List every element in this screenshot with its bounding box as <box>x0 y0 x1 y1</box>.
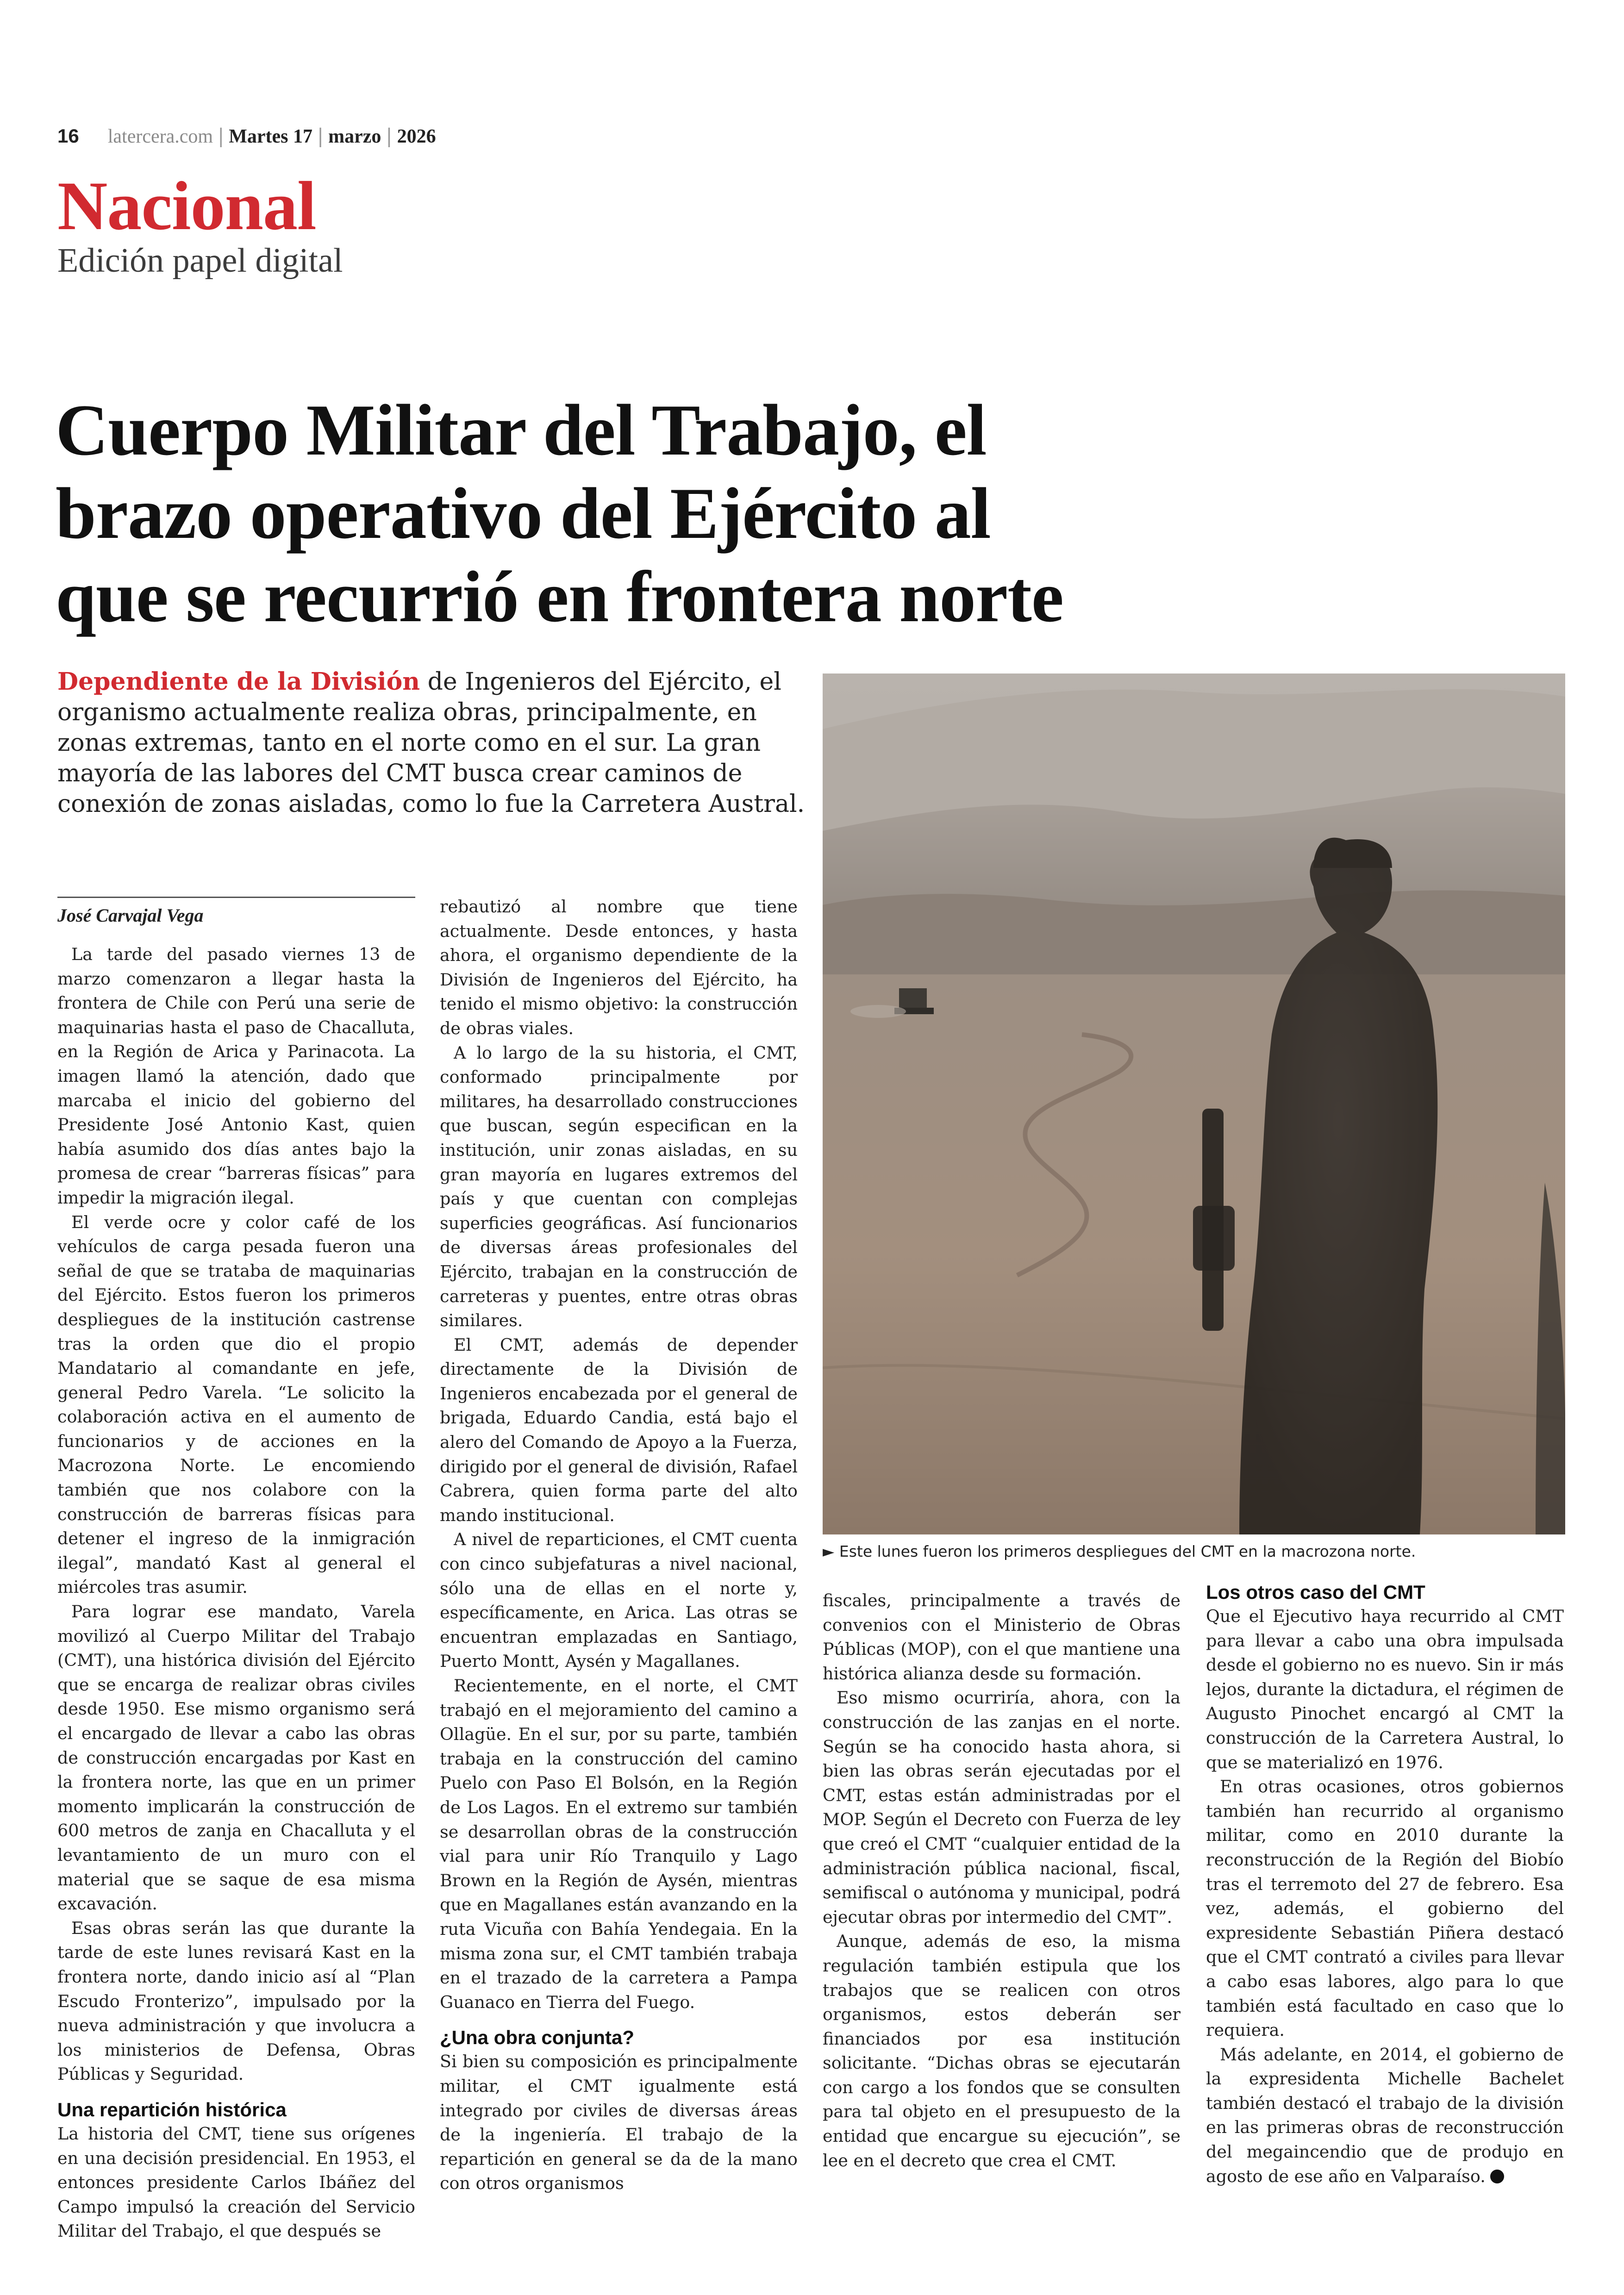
site-name: latercera.com <box>107 126 213 147</box>
body-paragraph: Si bien su composición es principalmente militar, el CMT igualmente está integrado por civiles de diversas áreas de la ingeniería. El trabajo de la repartición en general se da de la mano con otros organismos <box>440 2052 798 2194</box>
body-paragraph: A nivel de reparticiones, el CMT cuenta con cinco subjefaturas a nivel nacional, sólo una de ellas en el norte y, específicamente, en Arica. Las otras se encuentran emplazadas en Santiago, Puerto Montt, Aysén y Magallanes. <box>440 1529 798 1671</box>
lead-text: de Ingenieros del Ejército, el organismo actualmente realiza obras, principalmente, en zonas extremas, tanto en el norte como en el sur. La gran mayoría de las labores del CMT busca crear caminos de conexión de zonas aisladas, como lo fue la Carretera Austral. <box>57 668 805 818</box>
body-paragraph: fiscales, principalmente a través de convenios con el Ministerio de Obras Públicas (MOP), con el que mantiene una histórica alianza desde su formación. <box>823 1590 1181 1684</box>
subhead: Los otros caso del CMT <box>1206 1581 1425 1603</box>
body-paragraph-text: Más adelante, en 2014, el gobierno de la expresidenta Michelle Bachelet también destacó el trabajo de la división en las primeras obras de reconstrucción del megaincendio que de produjo en agosto de ese año en Valparaíso. <box>1206 2044 1564 2186</box>
photo-caption: ► Este lunes fueron los primeros despliegues del CMT en la macrozona norte. <box>823 1542 1416 1560</box>
byline: José Carvajal Vega <box>57 897 415 927</box>
headline-line: Cuerpo Militar del Trabajo, el <box>56 390 987 471</box>
body-paragraph: El verde ocre y color café de los vehículos de carga pesada fueron una señal de que se trataba de maquinarias del Ejército. Estos fueron los primeros despliegues de la institución castrense tras la orden que dio el propio Mandatario al comandante en jefe, general Pedro Varela. “Le solicito la colaboración activa en el aumento de funcionarios y de acciones en la Macrozona Norte. Le encomiendo también que nos colabore con la construcción de barreras físicas para detener el ingreso de la inmigración ilegal”, mandató Kast al general el miércoles tras asumir. <box>57 1212 415 1597</box>
desert-soldier-photo <box>823 674 1565 1534</box>
headline <box>56 389 1398 639</box>
body-paragraph: A lo largo de la su historia, el CMT, conformado principalmente por militares, ha desarrollado construcciones que buscan, según especifican en la institución, unir zonas aisladas, en su gran mayoría en lugares extremos del país y que cuentan con complejas superficies geográficas. Así funcionarios de diversas áreas profesionales del Ejército, trabajan en la construcción de carreteras y puentes, entre otras obras similares. <box>440 1042 798 1331</box>
folio-year: 2026 <box>397 126 436 147</box>
edition-label: Edición papel digital <box>57 242 343 280</box>
folio-separator: | <box>218 125 225 147</box>
subhead: ¿Una obra conjunta? <box>440 2027 634 2049</box>
folio-separator: | <box>386 125 393 147</box>
body-paragraph: Recientemente, en el norte, el CMT trabajó en el mejoramiento del camino a Ollagüe. En el sur, por su parte, también trabaja en la construcción del camino Puelo con Paso El Bolsón, en la Región de Los Lagos. En el extremo sur también se desarrollan obras de la construcción vial para unir Río Tranquilo y Lago Brown en la Región de Aysén, mientras que en Magallanes están avanzando en la ruta Vicuña con Bahía Yendegaia. En la misma zona sur, el CMT también trabaja en el trazado de la carretera a Pampa Guanaco en Tierra del Fuego. <box>440 1676 798 2012</box>
article-column-1 <box>57 942 415 2244</box>
lead-paragraph <box>57 667 817 819</box>
body-paragraph: La tarde del pasado viernes 13 de marzo comenzaron a llegar hasta la frontera de Chile con Perú una serie de maquinarias hasta el paso de Chacalluta, en la Región de Arica y Parinacota. La imagen llamó la atención, dado que marcaba el inicio del gobierno del Presidente José Antonio Kast, quien había asumido dos días antes bajo la promesa de crear “barreras físicas” para impedir la migración ilegal. <box>57 944 415 1208</box>
end-of-article-icon <box>1490 2170 1504 2183</box>
body-paragraph <box>1206 2043 1564 2189</box>
body-paragraph: Para lograr ese mandato, Varela movilizó al Cuerpo Militar del Trabajo (CMT), una histórica división del Ejército que se encarga de realizar obras civiles desde 1950. Ese mismo organismo será el encargado de llevar a cabo las obras de construcción encargadas por Kast en la frontera norte, las que en un primer momento implicarán la construcción de 600 metros de zanja en Chacalluta y el levantamiento de un muro con el material que se saque de esa misma excavación. <box>57 1602 415 1914</box>
body-paragraph: La historia del CMT, tiene sus orígenes en una decisión presidencial. En 1953, el entonces presidente Carlos Ibáñez del Campo impulsó la creación del Servicio Militar del Trabajo, el que después se <box>57 2123 415 2241</box>
lead-highlight: Dependiente de la División <box>57 667 420 696</box>
body-paragraph: En otras ocasiones, otros gobiernos también han recurrido al organismo militar, como en 2010 durante la reconstrucción de la Región del Biobío tras el terremoto del 27 de febrero. Esa vez, además, el gobierno del expresidente Sebastián Piñera destacó que el CMT contrató a civiles para llevar a cabo esas labores, algo para lo que también está facultado en caso que lo requiera. <box>1206 1777 1564 2040</box>
page-folio <box>57 124 436 149</box>
article-column-4 <box>1206 1580 1564 2189</box>
body-paragraph: rebautizó al nombre que tiene actualmente. Desde entonces, y hasta ahora, el organismo dependiente de la División de Ingenieros del Ejército, ha tenido el mismo objetivo: la construcción de obras viales. <box>440 897 798 1038</box>
article-column-2 <box>440 895 798 2196</box>
article-column-3 <box>823 1589 1181 2173</box>
body-paragraph: El CMT, además de depender directamente de la División de Ingenieros encabezada por el general de brigada, Eduardo Candia, está bajo el alero del Comando de Apoyo a la Fuerza, dirigido por el general de división, Rafael Cabrera, quien forma parte del alto mando institucional. <box>440 1335 798 1525</box>
body-paragraph: Aunque, además de eso, la misma regulación también estipula que los trabajos que se realicen con otros organismos, estos deberán ser financiados por esa institución solicitante. “Dichas obras se ejecutarán con cargo a los fondos que se consulten para tal objeto en el presupuesto de la entidad que encargue su ejecución”, se lee en el decreto que crea el CMT. <box>823 1931 1181 2170</box>
folio-weekday: Martes 17 <box>229 126 312 147</box>
article-photo <box>823 674 1565 1534</box>
headline-line: brazo operativo del Ejército al <box>56 473 991 554</box>
headline-line: que se recurrió en frontera norte <box>56 556 1063 637</box>
subhead: Una repartición histórica <box>57 2098 287 2120</box>
body-paragraph: Eso mismo ocurriría, ahora, con la construcción de las zanjas en el norte. Según se ha conocido hasta ahora, si bien las obras serán ejecutadas por el CMT, estas están administradas por el MOP. Según el Decreto con Fuerza de ley que creó el CMT “cualquier entidad de la administración pública nacional, fiscal, semifiscal o autónoma y municipal, podrá ejecutar obras por intermedio del CMT”. <box>823 1688 1181 1927</box>
body-paragraph: Esas obras serán las que durante la tarde de este lunes revisará Kast en la frontera norte, dando inicio así al “Plan Escudo Fronterizo”, impulsado por la nueva administración y que involucra a los ministerios de Defensa, Obras Públicas y Seguridad. <box>57 1918 415 2084</box>
page-number: 16 <box>57 125 79 147</box>
folio-month: marzo <box>328 126 381 147</box>
body-paragraph: Que el Ejecutivo haya recurrido al CMT para llevar a cabo una obra impulsada desde el gobierno no es nuevo. Sin ir más lejos, durante la dictadura, el régimen de Augusto Pinochet encargó al CMT la construcción de la Carretera Austral, lo que se materializó en 1976. <box>1206 1606 1564 1772</box>
folio-separator: | <box>317 125 324 147</box>
section-title: Nacional <box>57 168 316 244</box>
